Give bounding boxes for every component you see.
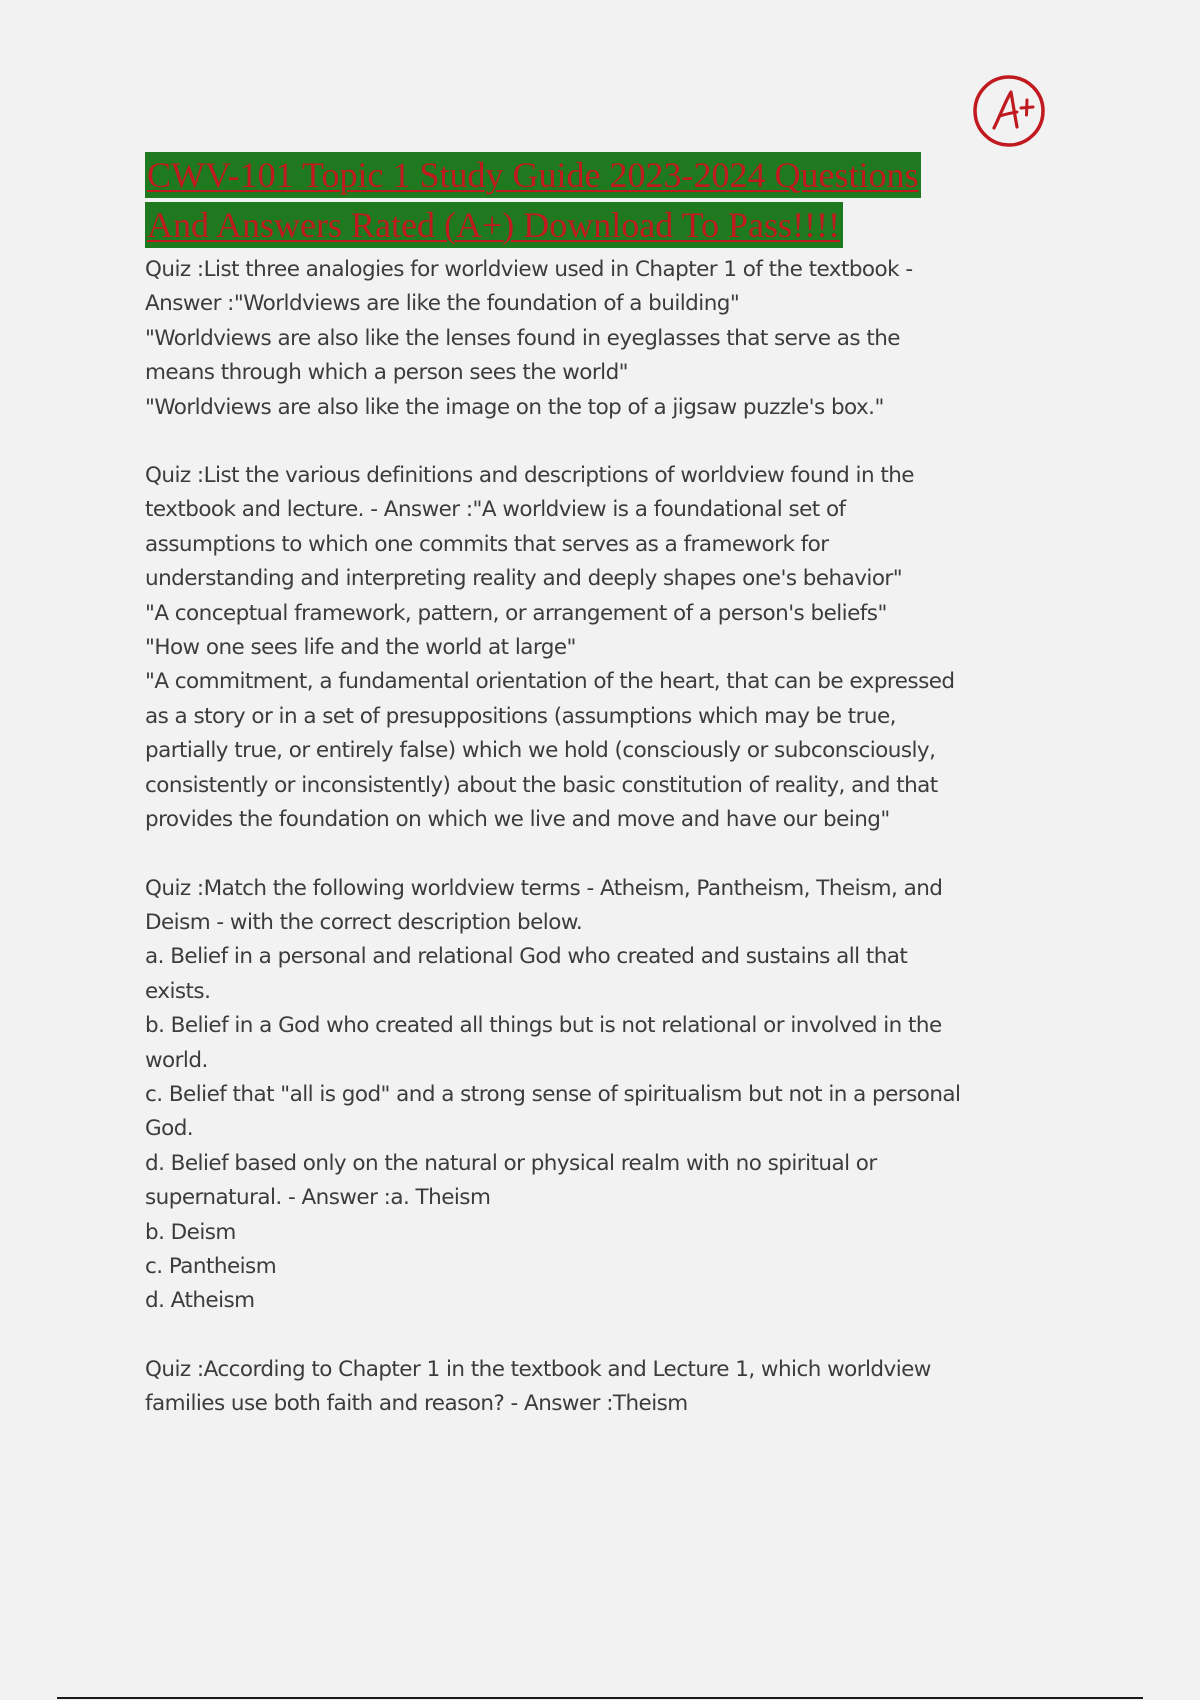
qa-block-definitions: Quiz :List the various definitions and descriptions of worldview found in the textbook and lecture. - Answer :"A worldview is a foundational set of assumptions to which one commits that serves as a framework for understanding and interpreting reality and deeply shapes one's behavior" "A conceptual framework, pattern, or arrangement of a person's beliefs" "How one sees life and the world at large" "A commitment, a fundamental orientation of the heart, that can be expressed as a story or in a set of presuppositions (assumptions which may be true, partially true, or entirely false) which we hold (consciously or subconsciously, consistently or inconsistently) about the basic constitution of reality, and that provides the foundation on which we live and move and have our being": [145, 463, 955, 833]
a-plus-grade-stamp-icon: [970, 72, 1048, 150]
title-line-2: And Answers Rated (A+) Download To Pass!!!!: [145, 202, 843, 248]
title-line-1: CWV-101 Topic 1 Study Guide 2023-2024 Questions: [145, 152, 921, 198]
document-body: [145, 253, 1075, 1456]
footer-divider: [57, 1697, 1143, 1699]
qa-block-analogies: Quiz :List three analogies for worldview used in Chapter 1 of the textbook - Answer :"Worldviews are like the foundation of a building" "Worldviews are also like the lenses found in eyeglasses that serve as the means through which a person sees the world" "Worldviews are also like the image on the top of a jigsaw puzzle's box.": [145, 257, 913, 420]
document-title: [145, 152, 1045, 252]
qa-block-faith-reason: Quiz :According to Chapter 1 in the textbook and Lecture 1, which worldview families use both faith and reason? - Answer :Theism: [145, 1356, 931, 1417]
qa-block-match-terms: Quiz :Match the following worldview terms - Atheism, Pantheism, Theism, and Deism - with the correct description below. a. Belief in a personal and relational God who created and sustains all that exists. b. Belief in a God who created all things but is not relational or involved in the world. c. Belief that "all is god" and a strong sense of spiritualism but not in a personal God. d. Belief based only on the natural or physical realm with no spiritual or supernatural. - Answer :a. Theism b. Deism c. Pantheism d. Atheism: [145, 875, 961, 1314]
